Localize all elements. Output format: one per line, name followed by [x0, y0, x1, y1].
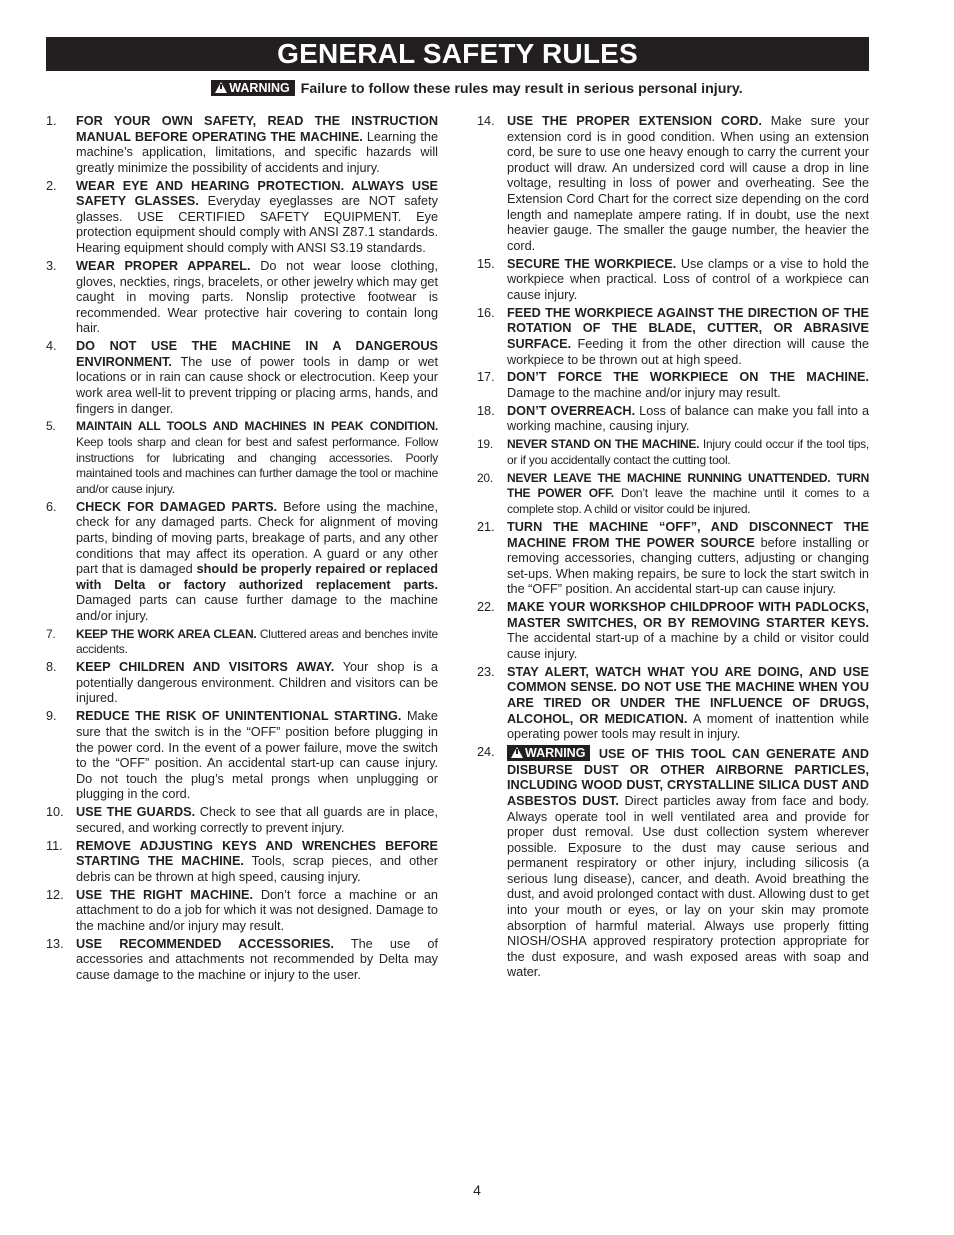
rule-text: Keep tools sharp and clean for best and safest performance. Follow instructions for lubricating and changing accessories. Poorly maintained tools and machines can further damage the tool or machine and/or cause injury. — [76, 435, 438, 496]
rule-number: 3. — [46, 258, 57, 273]
rule-text: Everyday eyeglasses are NOT safety glasses. USE CERTIFIED SAFETY EQUIPMENT. Eye protection equipment should comply with ANSI Z87.1 standards. Hearing equipment should comply with ANSI S3.19 standards. — [76, 194, 438, 256]
rule-number: 6. — [46, 499, 57, 514]
warning-text: Failure to follow these rules may result in serious personal injury. — [300, 81, 743, 97]
rule-text: Use clamps or a vise to hold the workpiece when practical. Loss of control of a workpiece can cause injury. — [507, 256, 869, 302]
rule-heading: MAKE YOUR WORKSHOP CHILDPROOF WITH PADLOCKS, MASTER SWITCHES, OR BY REMOVING STARTER KEYS. — [507, 600, 869, 630]
rule-number: 15. — [477, 256, 495, 271]
rule-text: Make sure that the switch is in the “OFF” position before plugging in the power cord. In the event of a power failure, move the switch to the “OFF” position. An accidental start-up can cause injury. Do not touch the plug’s metal prongs when unplugging or plugging in the cord. — [76, 709, 438, 802]
rule-text: Direct particles away from face and body. Always operate tool in well ventilated area and provide for proper dust removal. Use dust collection system wherever possible. Exposure to the dust may cause serious and permanent respiratory or other injury, including silicosis (a serious lung disease), cancer, and death. Avoid breathing the dust, and avoid prolonged contact with dust. Allowing dust to get into your mouth or eyes, or lay on your skin may promote absorption of harmful material. Always use properly fitting NIOSH/OSHA approved respiratory protection appropriate for the dust exposure, and wash exposed areas with soap and water. — [507, 793, 869, 980]
warning-badge — [507, 745, 590, 761]
rule-text: A moment of inattention while operating power tools may result in injury. — [507, 711, 870, 742]
rule-item — [46, 660, 438, 707]
rule-heading: KEEP THE WORK AREA CLEAN. — [76, 626, 257, 641]
rule-item — [477, 114, 869, 254]
rules-column-left — [46, 114, 438, 986]
rule-number: 11. — [46, 838, 63, 853]
rules-column-right — [477, 114, 869, 983]
rule-text: The accidental start-up of a machine by a child or visitor could cause injury. — [507, 631, 869, 661]
rule-heading: USE THE GUARDS. — [76, 805, 196, 820]
rule-item — [477, 437, 869, 468]
rule-item — [46, 259, 438, 337]
rule-item — [477, 471, 869, 518]
rule-text: Don’t force a machine or an attachment to do a job for which it was not designed. Damage to the machine and/or injury may result. — [76, 887, 438, 933]
warning-badge-label: WARNING — [525, 746, 586, 761]
rule-number: 2. — [46, 178, 57, 193]
rule-item — [46, 500, 438, 625]
rule-number: 24. — [477, 745, 495, 760]
rule-heading: REDUCE THE RISK OF UNINTENTIONAL STARTING. — [76, 709, 402, 724]
page-title: GENERAL SAFETY RULES — [46, 37, 869, 71]
rule-heading: DON’T OVERREACH. — [507, 403, 636, 418]
rule-item — [477, 257, 869, 304]
rule-text: Do not wear loose clothing, gloves, neckties, rings, bracelets, or other jewelry which may get caught in moving parts. Nonslip protective footwear is recommended. Wear protective hair covering to contain long hair. — [76, 258, 438, 336]
warning-triangle-icon — [215, 82, 227, 93]
rule-item — [477, 745, 869, 981]
rule-heading: STAY ALERT, WATCH WHAT YOU ARE DOING, AND USE COMMON SENSE. DO NOT USE THE MACHINE WHEN YOU ARE TIRED OR UNDER THE INFLUENCE OF DRUGS, ALCOHOL, OR MEDICATION. — [507, 664, 869, 726]
page-number: 4 — [473, 1182, 481, 1198]
rule-heading: USE THE PROPER EXTENSION CORD. — [507, 114, 762, 128]
rule-number: 23. — [477, 664, 495, 679]
rule-text: Cluttered areas and benches invite accidents. — [76, 626, 438, 657]
rule-item — [46, 805, 438, 836]
rule-item — [46, 709, 438, 803]
rule-heading: KEEP CHILDREN AND VISITORS AWAY. — [76, 660, 335, 675]
rule-heading: should be properly repaired or replaced with Delta or factory authorized replacement parts. — [76, 562, 438, 592]
rule-item — [477, 306, 869, 368]
rule-heading: USE RECOMMENDED ACCESSORIES. — [76, 936, 334, 951]
warning-triangle-icon — [511, 747, 523, 758]
rule-number: 10. — [46, 805, 64, 820]
rule-number: 19. — [477, 437, 493, 452]
rule-item — [477, 665, 869, 743]
rule-number: 20. — [477, 470, 493, 485]
rule-heading: USE THE RIGHT MACHINE. — [76, 887, 254, 902]
rule-heading: REMOVE ADJUSTING KEYS AND WRENCHES BEFORE STARTING THE MACHINE. — [76, 838, 438, 869]
rule-heading: WEAR PROPER APPAREL. — [76, 258, 251, 273]
rule-text: Your shop is a potentially dangerous environment. Children and visitors can be injured. — [76, 660, 438, 706]
rule-text: Make sure your extension cord is in good condition. When using an extension cord, be sure to use one heavy enough to carry the current your product will draw. An undersized cord will cause a drop in line voltage, resulting in loss of power and overheating. See the Extension Cord Chart for the correct size depending on the cord length and nameplate ampere rating. If in doubt, use the next heavier gauge. The smaller the gauge number, the heavier the cord. — [507, 114, 870, 253]
rule-item — [477, 370, 869, 401]
rule-number: 16. — [477, 305, 495, 320]
rule-heading: DON’T FORCE THE WORKPIECE ON THE MACHINE. — [507, 370, 869, 385]
rule-number: 22. — [477, 600, 495, 615]
rule-item — [46, 179, 438, 257]
rule-item — [46, 114, 438, 176]
rule-number: 13. — [46, 936, 64, 951]
rule-heading: TURN THE MACHINE “OFF”, AND DISCONNECT THE MACHINE FROM THE POWER SOURCE — [507, 519, 869, 550]
rule-text: Tools, scrap pieces, and other debris can be thrown at high speed, causing injury. — [76, 854, 438, 884]
rule-text: The use of accessories and attachments not recommended by Delta may cause damage to the machine or injury to the user. — [76, 936, 438, 983]
rule-heading: MAINTAIN ALL TOOLS AND MACHINES IN PEAK CONDITION. — [76, 419, 438, 434]
rule-heading: USE OF THIS TOOL CAN GENERATE AND DISBURSE DUST OR OTHER AIRBORNE PARTICLES, INCLUDING WOOD DUST, CRYSTALLINE SILICA DUST AND ASBESTOS DUST. — [507, 747, 869, 808]
rule-text: before installing or removing accessories, changing cutters, adjusting or changing set-ups. When making repairs, be sure to lock the start switch in the “OFF” position. An accidental start-up can cause injury. — [507, 535, 869, 597]
rule-text: The use of power tools in damp or wet locations or in rain can cause shock or electrocution. Keep your work area well-lit to prevent tripping or placing arms, hands, and fingers in danger. — [76, 354, 438, 416]
rule-number: 21. — [477, 519, 495, 534]
rule-number: 1. — [46, 114, 57, 128]
rule-heading: FOR YOUR OWN SAFETY, READ THE INSTRUCTION MANUAL BEFORE OPERATING THE MACHINE. — [76, 114, 438, 144]
rule-item — [46, 839, 438, 886]
rule-item — [46, 888, 438, 935]
rule-heading: FEED THE WORKPIECE AGAINST THE DIRECTION OF THE ROTATION OF THE BLADE, CUTTER, OR ABRASIVE SURFACE. — [507, 305, 869, 351]
rule-item — [477, 600, 869, 662]
rule-text: Learning the machine’s application, limitations, and specific hazards will greatly minimize the possibility of accidents and injury. — [76, 129, 438, 175]
rule-text: Feeding it from the other direction will cause the workpiece to be thrown out at high speed. — [507, 336, 869, 367]
rule-text: Loss of balance can make you fall into a working machine, causing injury. — [507, 403, 869, 434]
rule-heading: NEVER STAND ON THE MACHINE. — [507, 437, 700, 452]
rule-number: 12. — [46, 887, 64, 902]
rule-heading: NEVER LEAVE THE MACHINE RUNNING UNATTENDED. TURN THE POWER OFF. — [507, 470, 869, 501]
rule-item — [477, 520, 869, 598]
rule-number: 7. — [46, 626, 56, 641]
rule-heading: SECURE THE WORKPIECE. — [507, 256, 677, 271]
rule-number: 8. — [46, 660, 57, 675]
rule-item — [46, 339, 438, 417]
warning-line — [0, 80, 954, 98]
rule-item — [477, 404, 869, 435]
rule-number: 5. — [46, 419, 56, 434]
rule-text: Don’t leave the machine until it comes to a complete stop. A child or visitor could be injured. — [507, 486, 869, 517]
warning-badge-label: WARNING — [229, 81, 290, 95]
rule-number: 18. — [477, 403, 495, 418]
rule-heading: DO NOT USE THE MACHINE IN A DANGEROUS ENVIRONMENT. — [76, 339, 438, 369]
rule-text: Check to see that all guards are in place, secured, and working correctly to prevent injury. — [76, 805, 438, 835]
rule-text: Before using the machine, check for any damaged parts. Check for alignment of moving parts, binding of moving parts, breakage of parts, and any other conditions that may affect its operation. A guard or any other part that is damaged — [76, 499, 438, 577]
rule-heading: WEAR EYE AND HEARING PROTECTION. ALWAYS USE SAFETY GLASSES. — [76, 178, 438, 209]
rule-heading: CHECK FOR DAMAGED PARTS. — [76, 499, 278, 514]
rule-item — [46, 419, 438, 497]
rule-item — [46, 937, 438, 984]
rule-text: Injury could occur if the tool tips, or if you accidentally contact the cutting tool. — [507, 437, 870, 467]
rule-item — [46, 627, 438, 658]
rule-number: 9. — [46, 709, 57, 724]
rule-number: 14. — [477, 114, 495, 128]
rule-text: Damaged parts can cause further damage to the machine and/or injury. — [76, 593, 438, 623]
warning-badge — [211, 80, 294, 96]
rule-text: Damage to the machine and/or injury may result. — [507, 385, 781, 400]
rule-number: 4. — [46, 339, 57, 354]
rule-number: 17. — [477, 370, 495, 385]
